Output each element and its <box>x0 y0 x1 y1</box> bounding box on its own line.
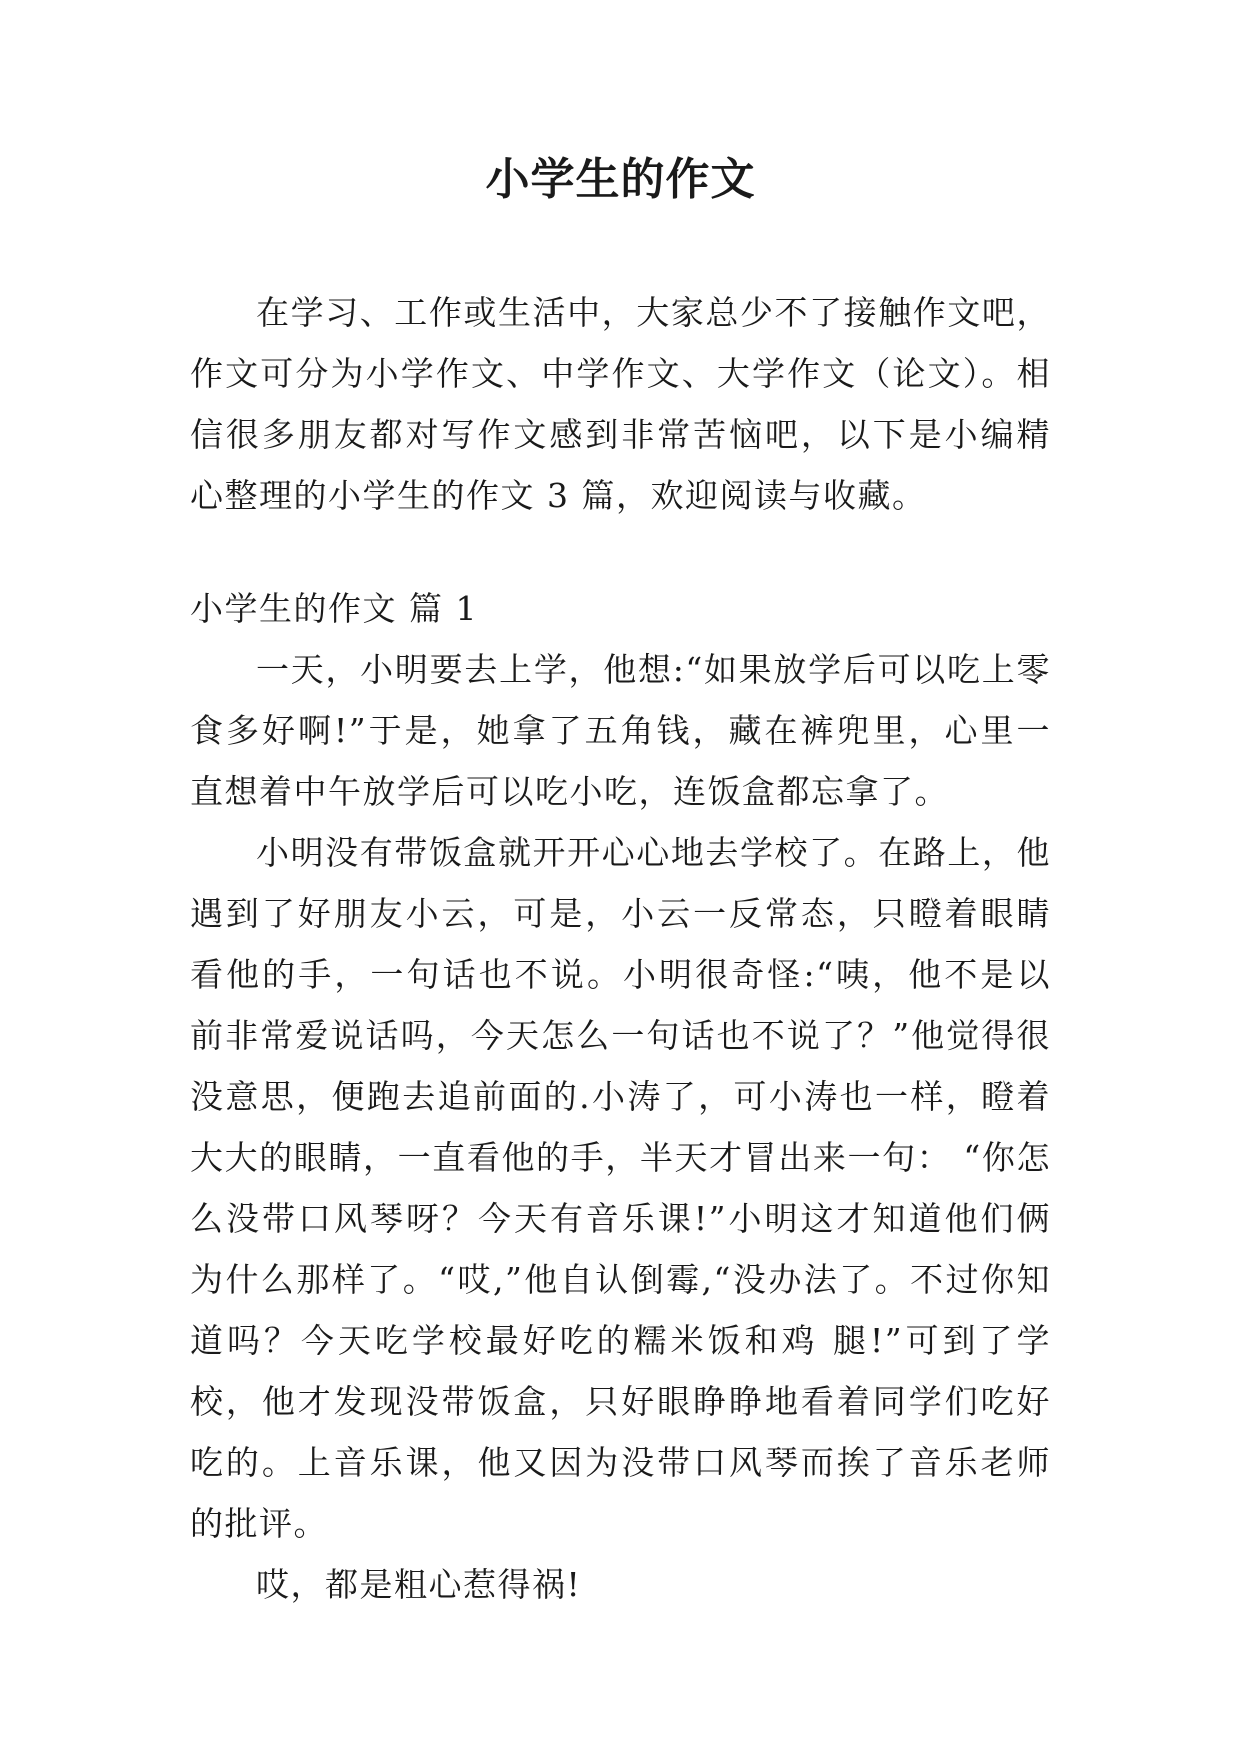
story-paragraph: 哎，都是粗心惹得祸! <box>256 1565 582 1604</box>
story-paragraph: 一天，小明要去上学，他想:“如果放学后可以吃上零食多好啊!”于是，她拿了五角钱，藏在裤兜里，心里一直想着中午放学后可以吃小吃，连饭盒都忘拿了。 <box>190 650 1051 811</box>
document-body <box>190 282 1051 1615</box>
story-paragraph: 小明没有带饭盒就开开心心地去学校了。在路上，他遇到了好朋友小云，可是，小云一反常态，只瞪着眼睛看他的手，一句话也不说。小明很奇怪:“咦，他不是以 前非常爱说话吗，今天怎么一句话也不说了？”他觉得很没意思，便跑去追前面的.小涛了，可小涛也一样，瞪着大大的眼睛，一直看他的手，半天才冒出来一句： “你怎么没带口风琴呀？今天有音乐课!”小明这才知道他们俩为什么那样了。“哎,”他自认倒霉,“没办法了。不过你知道吗？今天吃学校最好吃的糯米饭和鸡 腿!”可到了学校，他才发现没带饭盒，只好眼睁睁地看着同学们吃好吃的。上音乐课，他又因为没带口风琴而挨了音乐老师的批评。 <box>190 833 1051 1543</box>
section-heading: 小学生的作文 篇 1 <box>190 589 478 628</box>
intro-paragraph: 在学习、工作或生活中，大家总少不了接触作文吧，作文可分为小学作文、中学作文、大学作文（论文）。相信很多朋友都对写作文感到非常苦恼吧，以下是小编精心整理的小学生的作文 3 篇，欢迎阅读与收藏。 <box>190 293 1051 515</box>
document-title: 小学生的作文 <box>485 154 756 205</box>
